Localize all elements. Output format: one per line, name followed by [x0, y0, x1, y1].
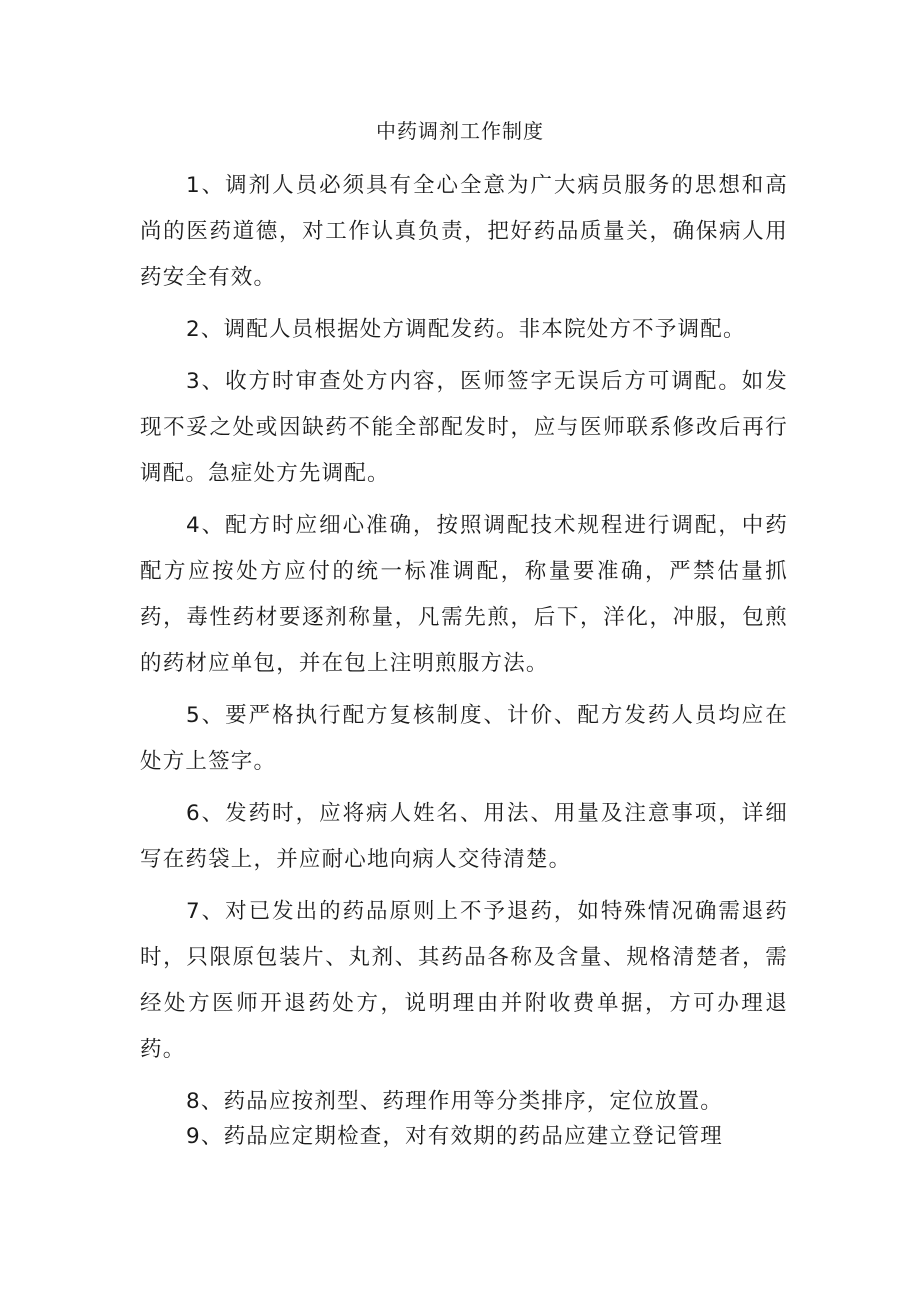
paragraph-6: 6、发药时，应将病人姓名、用法、用量及注意事项，详细写在药袋上，并应耐心地向病人交待清楚。 [140, 801, 788, 872]
paragraph-1: 1、调剂人员必须具有全心全意为广大病员服务的思想和高尚的医药道德，对工作认真负责，把好药品质量关，确保病人用药安全有效。 [140, 173, 788, 290]
document-body [140, 163, 788, 1160]
paragraph-2: 2、调配人员根据处方调配发药。非本院处方不予调配。 [186, 317, 746, 342]
paragraph-9: 9、药品应定期检查，对有效期的药品应建立登记管理 [186, 1124, 723, 1149]
paragraph-5: 5、要严格执行配方复核制度、计价、配方发药人员均应在处方上签字。 [140, 703, 788, 774]
paragraph-4: 4、配方时应细心准确，按照调配技术规程进行调配，中药配方应按处方应付的统一标准调配，称量要准确，严禁估量抓药，毒性药材要逐剂称量，凡需先煎，后下，洋化，冲服，包煎的药材应单包，并在包上注明煎服方法。 [140, 513, 788, 676]
document-title: 中药调剂工作制度 [376, 119, 544, 143]
paragraph-3: 3、收方时审查处方内容，医师签字无误后方可调配。如发现不妥之处或因缺药不能全部配发时，应与医师联系修改后再行调配。急症处方先调配。 [140, 369, 788, 486]
paragraph-8: 8、药品应按剂型、药理作用等分类排序，定位放置。 [186, 1089, 723, 1114]
paragraph-7: 7、对已发出的药品原则上不予退药，如特殊情况确需退药时，只限原包装片、丸剂、其药品各称及含量、规格清楚者，需经处方医师开退药处方，说明理由并附收费单据，方可办理退药。 [140, 899, 788, 1062]
